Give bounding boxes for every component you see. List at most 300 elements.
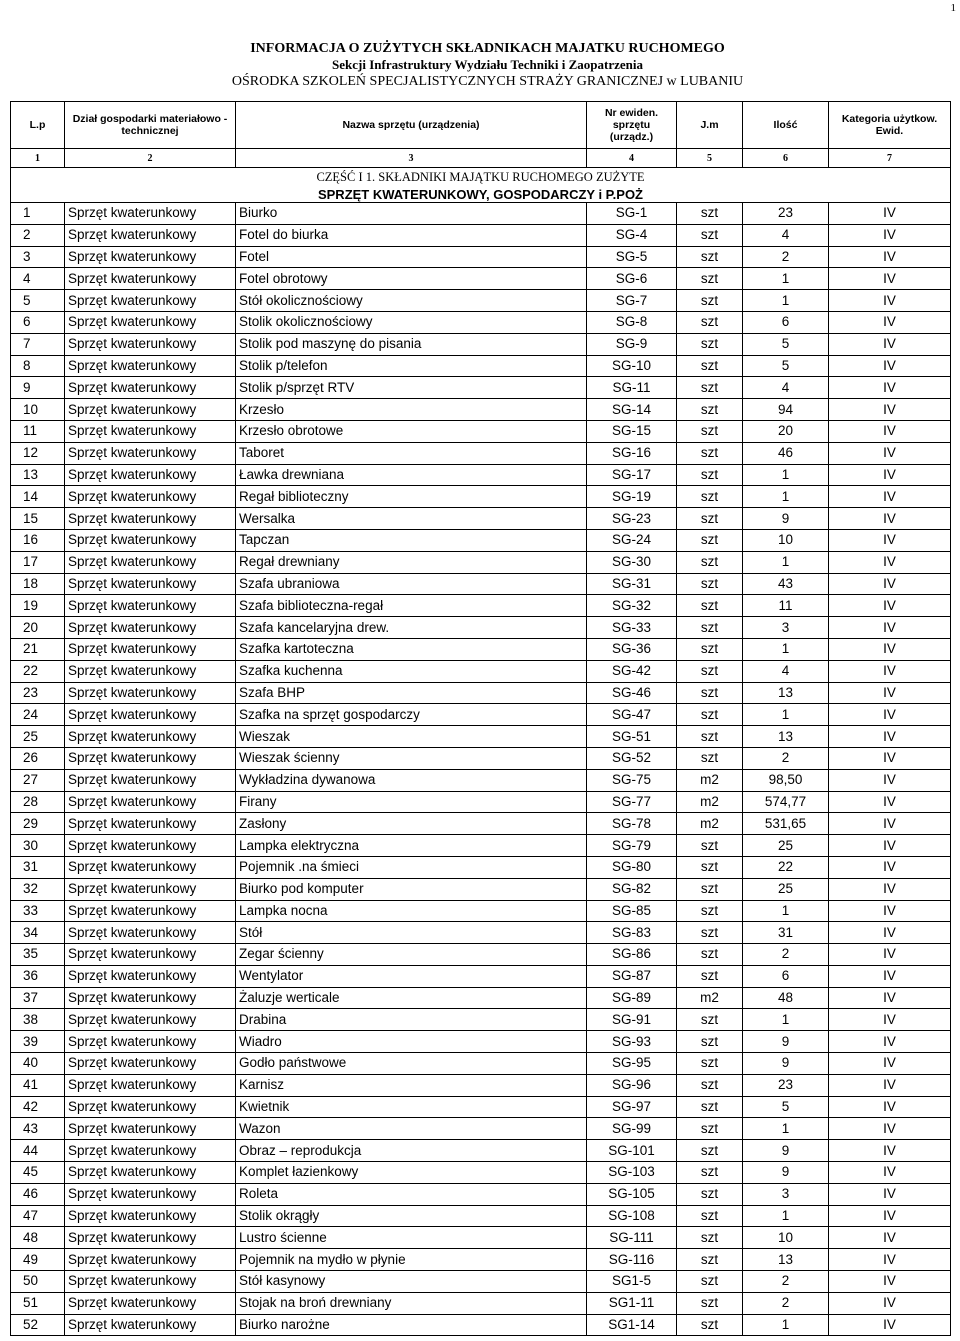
cell-unit: szt	[677, 508, 743, 530]
cell-unit: m2	[677, 769, 743, 791]
table-row	[11, 638, 951, 660]
cell-category: IV	[829, 878, 951, 900]
cell-lp: 21	[11, 638, 65, 660]
section-heading-row	[11, 168, 951, 187]
cell-category: IV	[829, 1227, 951, 1249]
cell-quantity: 6	[743, 965, 829, 987]
cell-lp: 31	[11, 856, 65, 878]
table-row	[11, 682, 951, 704]
cell-equipment-name: Stół okolicznościowy	[236, 290, 587, 312]
table-row	[11, 726, 951, 748]
cell-lp: 44	[11, 1140, 65, 1162]
cell-lp: 52	[11, 1314, 65, 1336]
cell-lp: 50	[11, 1271, 65, 1293]
cell-department: Sprzęt kwaterunkowy	[65, 442, 236, 464]
cell-inventory-number: SG-46	[587, 682, 677, 704]
cell-quantity: 531,65	[743, 813, 829, 835]
cell-quantity: 6	[743, 311, 829, 333]
cell-inventory-number: SG-17	[587, 464, 677, 486]
cell-category: IV	[829, 987, 951, 1009]
cell-equipment-name: Komplet łazienkowy	[236, 1162, 587, 1184]
table-row	[11, 203, 951, 225]
column-number-row	[11, 149, 951, 168]
cell-quantity: 31	[743, 922, 829, 944]
cell-equipment-name: Godło państwowe	[236, 1053, 587, 1075]
cell-equipment-name: Stolik okolicznościowy	[236, 311, 587, 333]
cell-category: IV	[829, 224, 951, 246]
cell-unit: szt	[677, 529, 743, 551]
cell-inventory-number: SG-4	[587, 224, 677, 246]
cell-inventory-number: SG-83	[587, 922, 677, 944]
cell-lp: 30	[11, 835, 65, 857]
cell-department: Sprzęt kwaterunkowy	[65, 1096, 236, 1118]
page-number: 1	[950, 2, 956, 14]
table-row	[11, 333, 951, 355]
cell-quantity: 5	[743, 355, 829, 377]
cell-department: Sprzęt kwaterunkowy	[65, 617, 236, 639]
cell-quantity: 1	[743, 486, 829, 508]
cell-lp: 22	[11, 660, 65, 682]
cell-quantity: 9	[743, 1140, 829, 1162]
cell-equipment-name: Żaluzje werticale	[236, 987, 587, 1009]
table-row	[11, 965, 951, 987]
cell-lp: 29	[11, 813, 65, 835]
cell-quantity: 25	[743, 878, 829, 900]
cell-lp: 43	[11, 1118, 65, 1140]
cell-lp: 11	[11, 420, 65, 442]
cell-lp: 13	[11, 464, 65, 486]
cell-category: IV	[829, 1009, 951, 1031]
cell-category: IV	[829, 595, 951, 617]
cell-lp: 37	[11, 987, 65, 1009]
cell-equipment-name: Biurko	[236, 203, 587, 225]
cell-unit: szt	[677, 682, 743, 704]
cell-equipment-name: Szafka kuchenna	[236, 660, 587, 682]
cell-quantity: 94	[743, 399, 829, 421]
cell-lp: 51	[11, 1292, 65, 1314]
cell-category: IV	[829, 1031, 951, 1053]
cell-unit: szt	[677, 1162, 743, 1184]
cell-category: IV	[829, 486, 951, 508]
cell-lp: 26	[11, 747, 65, 769]
table-row	[11, 769, 951, 791]
column-number: 5	[677, 149, 743, 168]
cell-inventory-number: SG-111	[587, 1227, 677, 1249]
table-row	[11, 508, 951, 530]
cell-department: Sprzęt kwaterunkowy	[65, 900, 236, 922]
header-equipment-name: Nazwa sprzętu (urządzenia)	[236, 102, 587, 149]
cell-quantity: 4	[743, 660, 829, 682]
cell-quantity: 2	[743, 246, 829, 268]
table-row	[11, 1249, 951, 1271]
cell-unit: szt	[677, 1183, 743, 1205]
cell-inventory-number: SG1-11	[587, 1292, 677, 1314]
cell-equipment-name: Wazon	[236, 1118, 587, 1140]
table-row	[11, 529, 951, 551]
cell-quantity: 3	[743, 1183, 829, 1205]
cell-equipment-name: Wentylator	[236, 965, 587, 987]
cell-category: IV	[829, 747, 951, 769]
table-row	[11, 617, 951, 639]
cell-department: Sprzęt kwaterunkowy	[65, 551, 236, 573]
cell-inventory-number: SG-33	[587, 617, 677, 639]
cell-equipment-name: Drabina	[236, 1009, 587, 1031]
cell-equipment-name: Wersalka	[236, 508, 587, 530]
cell-equipment-name: Wiadro	[236, 1031, 587, 1053]
table-row	[11, 813, 951, 835]
cell-department: Sprzęt kwaterunkowy	[65, 1183, 236, 1205]
cell-category: IV	[829, 268, 951, 290]
cell-quantity: 2	[743, 944, 829, 966]
section-heading: CZĘŚĆ I 1. SKŁADNIKI MAJĄTKU RUCHOMEGO ZUŻYTE	[11, 168, 951, 187]
cell-category: IV	[829, 573, 951, 595]
cell-equipment-name: Zegar ścienny	[236, 944, 587, 966]
cell-department: Sprzęt kwaterunkowy	[65, 508, 236, 530]
cell-unit: m2	[677, 791, 743, 813]
cell-inventory-number: SG-5	[587, 246, 677, 268]
cell-quantity: 98,50	[743, 769, 829, 791]
cell-department: Sprzęt kwaterunkowy	[65, 1009, 236, 1031]
cell-department: Sprzęt kwaterunkowy	[65, 1314, 236, 1336]
column-number: 4	[587, 149, 677, 168]
cell-department: Sprzęt kwaterunkowy	[65, 573, 236, 595]
column-number: 1	[11, 149, 65, 168]
cell-lp: 25	[11, 726, 65, 748]
cell-category: IV	[829, 791, 951, 813]
cell-lp: 33	[11, 900, 65, 922]
cell-inventory-number: SG-87	[587, 965, 677, 987]
cell-lp: 19	[11, 595, 65, 617]
cell-lp: 5	[11, 290, 65, 312]
cell-quantity: 9	[743, 1031, 829, 1053]
cell-inventory-number: SG-36	[587, 638, 677, 660]
cell-unit: szt	[677, 617, 743, 639]
cell-unit: szt	[677, 551, 743, 573]
cell-department: Sprzęt kwaterunkowy	[65, 1205, 236, 1227]
table-row	[11, 268, 951, 290]
cell-unit: szt	[677, 442, 743, 464]
cell-equipment-name: Biurko pod komputer	[236, 878, 587, 900]
table-row	[11, 1074, 951, 1096]
table-row	[11, 1053, 951, 1075]
cell-inventory-number: SG-105	[587, 1183, 677, 1205]
inventory-table	[10, 101, 951, 1336]
cell-quantity: 3	[743, 617, 829, 639]
cell-inventory-number: SG-23	[587, 508, 677, 530]
cell-equipment-name: Wieszak	[236, 726, 587, 748]
cell-quantity: 1	[743, 290, 829, 312]
cell-department: Sprzęt kwaterunkowy	[65, 1227, 236, 1249]
cell-unit: szt	[677, 638, 743, 660]
cell-unit: m2	[677, 813, 743, 835]
cell-lp: 39	[11, 1031, 65, 1053]
column-number: 7	[829, 149, 951, 168]
cell-inventory-number: SG-96	[587, 1074, 677, 1096]
cell-unit: m2	[677, 987, 743, 1009]
cell-inventory-number: SG-11	[587, 377, 677, 399]
cell-quantity: 1	[743, 1205, 829, 1227]
table-row	[11, 922, 951, 944]
cell-department: Sprzęt kwaterunkowy	[65, 987, 236, 1009]
cell-department: Sprzęt kwaterunkowy	[65, 333, 236, 355]
cell-inventory-number: SG-32	[587, 595, 677, 617]
cell-lp: 8	[11, 355, 65, 377]
cell-lp: 16	[11, 529, 65, 551]
cell-inventory-number: SG-93	[587, 1031, 677, 1053]
cell-inventory-number: SG-108	[587, 1205, 677, 1227]
cell-department: Sprzęt kwaterunkowy	[65, 704, 236, 726]
table-row	[11, 1140, 951, 1162]
table-row	[11, 856, 951, 878]
cell-equipment-name: Szafa BHP	[236, 682, 587, 704]
cell-unit: szt	[677, 1074, 743, 1096]
cell-lp: 14	[11, 486, 65, 508]
cell-equipment-name: Fotel do biurka	[236, 224, 587, 246]
cell-category: IV	[829, 355, 951, 377]
cell-lp: 42	[11, 1096, 65, 1118]
cell-unit: szt	[677, 944, 743, 966]
cell-department: Sprzęt kwaterunkowy	[65, 486, 236, 508]
table-row	[11, 573, 951, 595]
cell-department: Sprzęt kwaterunkowy	[65, 747, 236, 769]
cell-inventory-number: SG-42	[587, 660, 677, 682]
table-row	[11, 987, 951, 1009]
cell-department: Sprzęt kwaterunkowy	[65, 203, 236, 225]
cell-category: IV	[829, 464, 951, 486]
cell-lp: 34	[11, 922, 65, 944]
table-row	[11, 355, 951, 377]
cell-lp: 7	[11, 333, 65, 355]
table-row	[11, 551, 951, 573]
table-row	[11, 944, 951, 966]
cell-inventory-number: SG-101	[587, 1140, 677, 1162]
cell-inventory-number: SG-14	[587, 399, 677, 421]
cell-lp: 23	[11, 682, 65, 704]
cell-category: IV	[829, 1140, 951, 1162]
header-row	[11, 102, 951, 149]
cell-inventory-number: SG-79	[587, 835, 677, 857]
table-row	[11, 420, 951, 442]
cell-quantity: 43	[743, 573, 829, 595]
table-row	[11, 377, 951, 399]
cell-quantity: 11	[743, 595, 829, 617]
cell-lp: 45	[11, 1162, 65, 1184]
cell-unit: szt	[677, 203, 743, 225]
cell-inventory-number: SG-24	[587, 529, 677, 551]
cell-equipment-name: Szafka na sprzęt gospodarczy	[236, 704, 587, 726]
cell-unit: szt	[677, 1292, 743, 1314]
cell-inventory-number: SG-95	[587, 1053, 677, 1075]
cell-category: IV	[829, 682, 951, 704]
table-row	[11, 1183, 951, 1205]
cell-inventory-number: SG-51	[587, 726, 677, 748]
table-row	[11, 486, 951, 508]
cell-unit: szt	[677, 1271, 743, 1293]
table-row	[11, 290, 951, 312]
cell-unit: szt	[677, 355, 743, 377]
cell-category: IV	[829, 551, 951, 573]
cell-category: IV	[829, 311, 951, 333]
cell-unit: szt	[677, 660, 743, 682]
cell-equipment-name: Karnisz	[236, 1074, 587, 1096]
cell-category: IV	[829, 420, 951, 442]
cell-quantity: 23	[743, 203, 829, 225]
cell-category: IV	[829, 442, 951, 464]
table-row	[11, 1162, 951, 1184]
cell-quantity: 1	[743, 638, 829, 660]
cell-inventory-number: SG-30	[587, 551, 677, 573]
cell-lp: 47	[11, 1205, 65, 1227]
cell-department: Sprzęt kwaterunkowy	[65, 1074, 236, 1096]
cell-quantity: 1	[743, 1118, 829, 1140]
cell-quantity: 23	[743, 1074, 829, 1096]
cell-lp: 10	[11, 399, 65, 421]
cell-category: IV	[829, 1074, 951, 1096]
cell-lp: 40	[11, 1053, 65, 1075]
cell-department: Sprzęt kwaterunkowy	[65, 311, 236, 333]
cell-department: Sprzęt kwaterunkowy	[65, 944, 236, 966]
cell-lp: 49	[11, 1249, 65, 1271]
cell-lp: 2	[11, 224, 65, 246]
cell-inventory-number: SG-116	[587, 1249, 677, 1271]
cell-department: Sprzęt kwaterunkowy	[65, 835, 236, 857]
cell-inventory-number: SG-75	[587, 769, 677, 791]
cell-lp: 46	[11, 1183, 65, 1205]
cell-unit: szt	[677, 747, 743, 769]
cell-department: Sprzęt kwaterunkowy	[65, 1162, 236, 1184]
cell-equipment-name: Roleta	[236, 1183, 587, 1205]
cell-equipment-name: Stolik pod maszynę do pisania	[236, 333, 587, 355]
cell-equipment-name: Szafa kancelaryjna drew.	[236, 617, 587, 639]
cell-inventory-number: SG-91	[587, 1009, 677, 1031]
cell-category: IV	[829, 1162, 951, 1184]
cell-department: Sprzęt kwaterunkowy	[65, 1118, 236, 1140]
cell-category: IV	[829, 638, 951, 660]
cell-unit: szt	[677, 377, 743, 399]
cell-category: IV	[829, 856, 951, 878]
cell-category: IV	[829, 617, 951, 639]
document-title: INFORMACJA O ZUŻYTYCH SKŁADNIKACH MAJATKU RUCHOMEGO	[250, 41, 725, 56]
cell-unit: szt	[677, 290, 743, 312]
cell-unit: szt	[677, 922, 743, 944]
cell-department: Sprzęt kwaterunkowy	[65, 1031, 236, 1053]
cell-lp: 17	[11, 551, 65, 573]
table-row	[11, 1314, 951, 1336]
cell-quantity: 4	[743, 224, 829, 246]
cell-department: Sprzęt kwaterunkowy	[65, 813, 236, 835]
cell-equipment-name: Stolik p/telefon	[236, 355, 587, 377]
cell-category: IV	[829, 1292, 951, 1314]
cell-unit: szt	[677, 1140, 743, 1162]
document-institution: OŚRODKA SZKOLEŃ SPECJALISTYCZNYCH STRAŻY GRANICZNEJ w LUBANIU	[231, 74, 744, 89]
cell-quantity: 10	[743, 529, 829, 551]
cell-department: Sprzęt kwaterunkowy	[65, 1140, 236, 1162]
cell-inventory-number: SG-47	[587, 704, 677, 726]
column-number: 2	[65, 149, 236, 168]
cell-equipment-name: Stolik p/sprzęt RTV	[236, 377, 587, 399]
cell-equipment-name: Wieszak ścienny	[236, 747, 587, 769]
cell-category: IV	[829, 508, 951, 530]
cell-unit: szt	[677, 1031, 743, 1053]
cell-lp: 41	[11, 1074, 65, 1096]
cell-lp: 12	[11, 442, 65, 464]
header-department: Dział gospodarki materiałowo - technicznej	[65, 102, 236, 149]
cell-quantity: 2	[743, 1292, 829, 1314]
cell-quantity: 5	[743, 1096, 829, 1118]
cell-lp: 18	[11, 573, 65, 595]
document-header	[0, 41, 960, 90]
cell-equipment-name: Krzesło	[236, 399, 587, 421]
header-lp: L.p	[11, 102, 65, 149]
cell-equipment-name: Szafka kartoteczna	[236, 638, 587, 660]
cell-quantity: 2	[743, 1271, 829, 1293]
cell-category: IV	[829, 1118, 951, 1140]
cell-lp: 35	[11, 944, 65, 966]
table-row	[11, 442, 951, 464]
cell-category: IV	[829, 399, 951, 421]
cell-inventory-number: SG1-14	[587, 1314, 677, 1336]
cell-equipment-name: Szafa ubraniowa	[236, 573, 587, 595]
table-row	[11, 399, 951, 421]
cell-unit: szt	[677, 246, 743, 268]
header-category: Kategoria użytkow. Ewid.	[829, 102, 951, 149]
table-row	[11, 224, 951, 246]
cell-equipment-name: Stół kasynowy	[236, 1271, 587, 1293]
cell-lp: 32	[11, 878, 65, 900]
cell-inventory-number: SG-16	[587, 442, 677, 464]
cell-category: IV	[829, 203, 951, 225]
cell-category: IV	[829, 1271, 951, 1293]
cell-equipment-name: Fotel obrotowy	[236, 268, 587, 290]
table-row	[11, 1292, 951, 1314]
cell-equipment-name: Obraz – reprodukcja	[236, 1140, 587, 1162]
cell-category: IV	[829, 1053, 951, 1075]
cell-unit: szt	[677, 965, 743, 987]
cell-quantity: 1	[743, 1009, 829, 1031]
cell-department: Sprzęt kwaterunkowy	[65, 769, 236, 791]
cell-quantity: 22	[743, 856, 829, 878]
cell-quantity: 48	[743, 987, 829, 1009]
table-row	[11, 464, 951, 486]
document-subtitle: Sekcji Infrastruktury Wydziału Techniki i Zaopatrzenia	[332, 57, 643, 72]
table-row	[11, 747, 951, 769]
cell-department: Sprzęt kwaterunkowy	[65, 1249, 236, 1271]
cell-lp: 36	[11, 965, 65, 987]
cell-department: Sprzęt kwaterunkowy	[65, 965, 236, 987]
cell-category: IV	[829, 1314, 951, 1336]
cell-unit: szt	[677, 835, 743, 857]
header-unit: J.m	[677, 102, 743, 149]
cell-quantity: 9	[743, 1053, 829, 1075]
cell-quantity: 13	[743, 726, 829, 748]
cell-equipment-name: Stojak na broń drewniany	[236, 1292, 587, 1314]
cell-equipment-name: Zasłony	[236, 813, 587, 835]
header-inventory-number: Nr ewiden. sprzętu (urządz.)	[587, 102, 677, 149]
table-row	[11, 311, 951, 333]
cell-department: Sprzęt kwaterunkowy	[65, 420, 236, 442]
cell-category: IV	[829, 1205, 951, 1227]
cell-department: Sprzęt kwaterunkowy	[65, 464, 236, 486]
section-subheading-row	[11, 186, 951, 203]
cell-unit: szt	[677, 333, 743, 355]
cell-unit: szt	[677, 1249, 743, 1271]
cell-inventory-number: SG-89	[587, 987, 677, 1009]
cell-department: Sprzęt kwaterunkowy	[65, 529, 236, 551]
cell-equipment-name: Lustro ścienne	[236, 1227, 587, 1249]
cell-unit: szt	[677, 1205, 743, 1227]
cell-unit: szt	[677, 486, 743, 508]
table-row	[11, 835, 951, 857]
